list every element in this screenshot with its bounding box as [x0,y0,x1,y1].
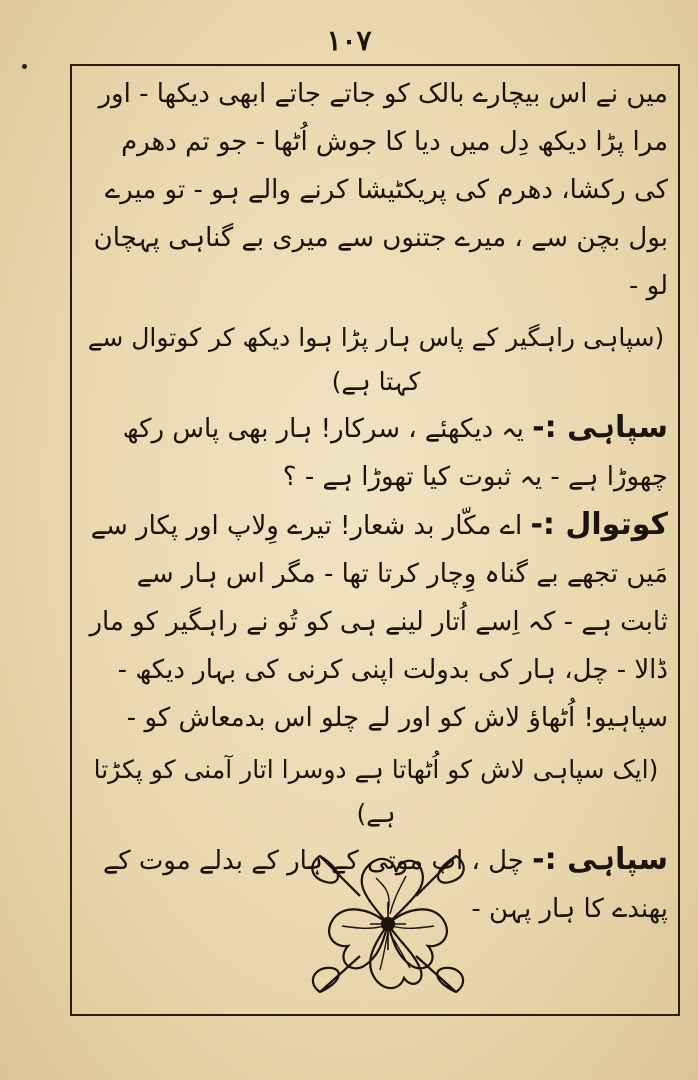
speaker-name: سپاہی :- [532,410,668,445]
speaker-name: کوتوال :- [530,507,668,542]
ink-dot [22,64,27,69]
page-number: ۱۰۷ [326,24,372,57]
floral-ornament-icon [300,842,476,1006]
paragraph-opening: میں نے اس بیچارے بالک کو جاتے جاتے ابھی دیکھا - اور مرا پڑا دیکھ دِل میں دیا کا جوش اُٹھا - جو تم دھرم کی رکشا، دھرم کی پریکٹیشا کرنے والے ہو - تو میرے بول بچن سے ، میرے جتنوں سے میری بے گناہی پہچان لو - [93,79,668,301]
dialogue-text: چل ، اب موتی کے ہار کے بدلے موت کے پھندے کا ہار پہن - [102,846,668,924]
dialogue-line [84,404,668,501]
speaker-name: سپاہی :- [532,842,668,877]
page-text [84,70,668,933]
dialogue-line [84,501,668,742]
stage-direction: (ایک سپاہی لاش کو اُٹھاتا ہے دوسرا اتار آمنی کو پکڑتا ہے) [93,755,659,828]
dialogue-text: اے مکّار بد شعار! تیرے وِلاپ اور پکار سے مَیں تجھے بے گناہ وِچار کرتا تھا - مگر اس ہار سے ثابت ہے - کہ اِسے اُتار لینے ہی کو تُو نے راہگیر کو مار ڈالا - چل، ہار کی بدولت اپنی کرنی کی بہار دیکھ - سپاہیو! اُٹھاؤ لاش کو اور لے چلو اس بدمعاش کو - [89,511,668,733]
stage-direction: (سپاہی راہگیر کے پاس ہار پڑا ہوا دیکھ کر کوتوال سے کہتا ہے) [87,323,665,396]
dialogue-text: یہ دیکھئے ، سرکار! ہار بھی پاس رکھ چھوڑا ہے - یہ ثبوت کیا تھوڑا ہے - ؟ [122,414,668,492]
